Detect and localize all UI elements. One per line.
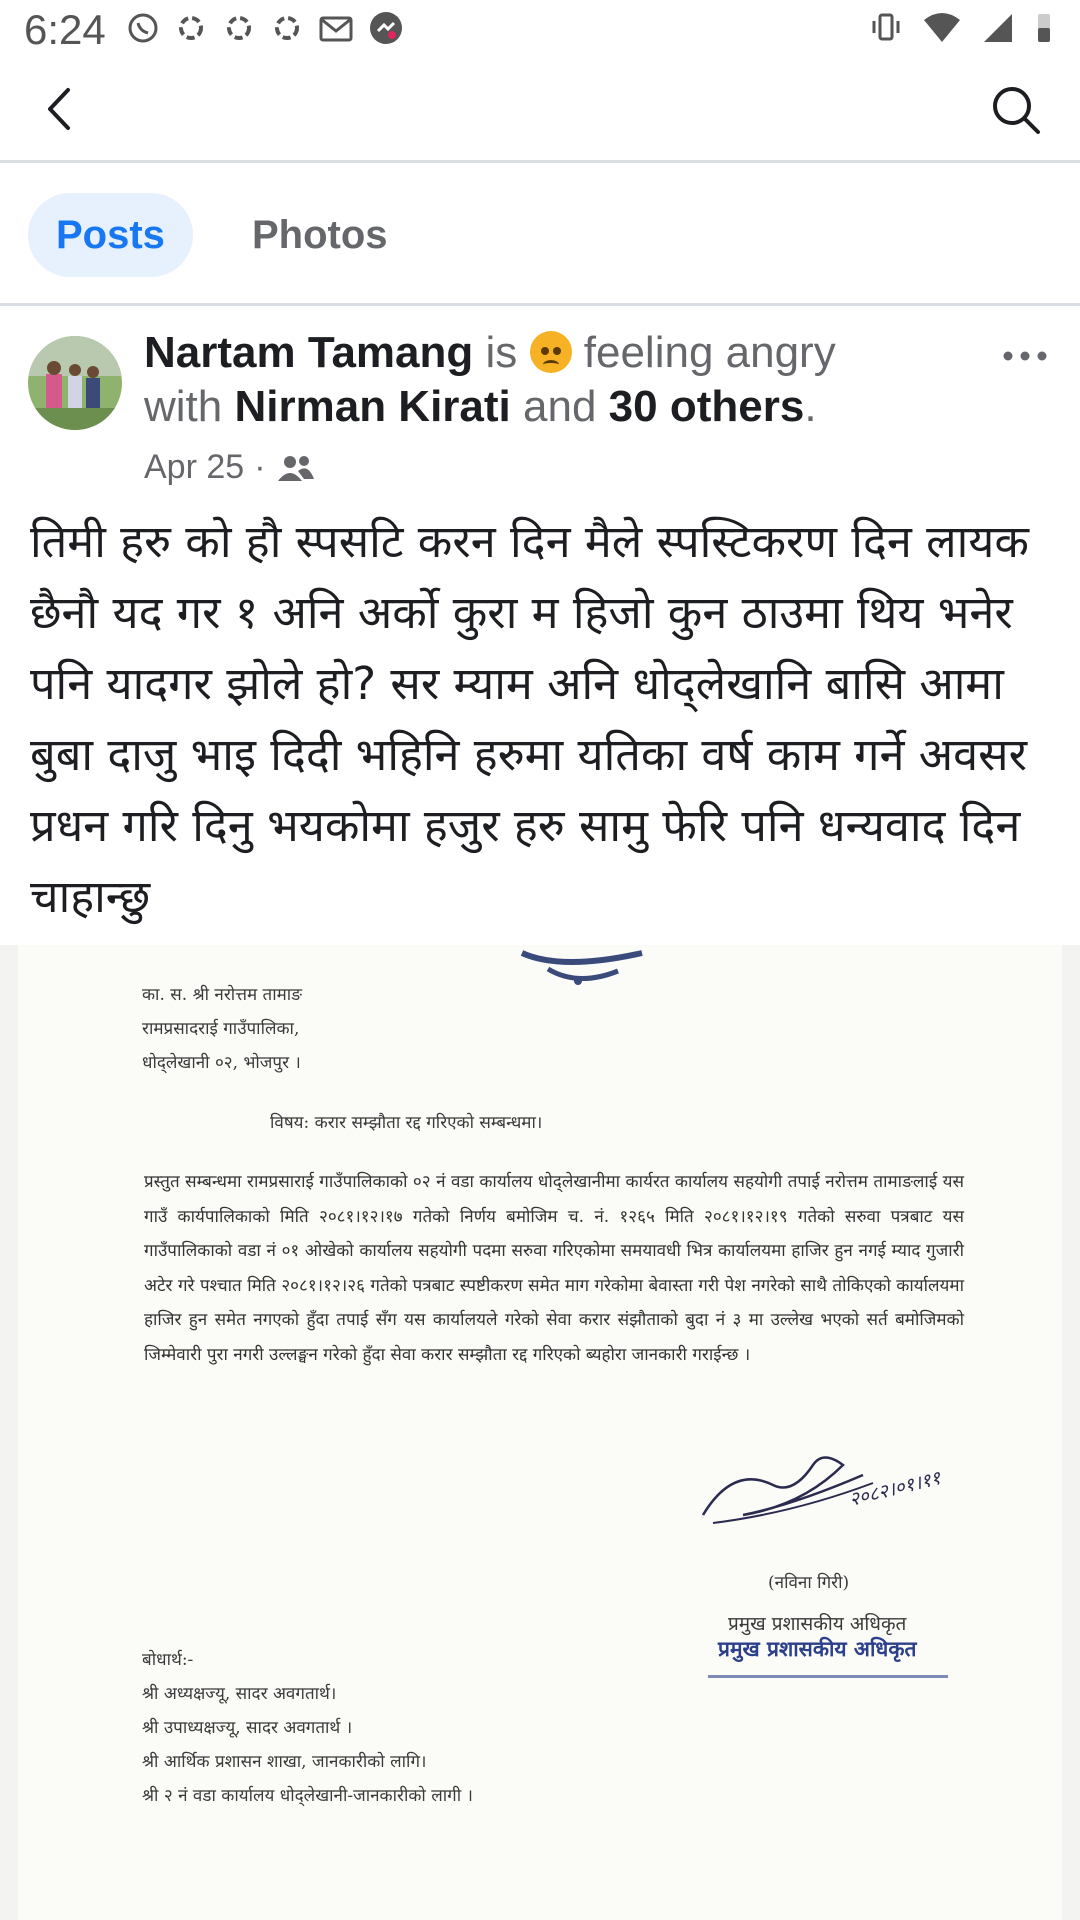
and-text: and (523, 382, 597, 431)
angry-emoji-icon (530, 331, 572, 373)
stamp-mark-icon (518, 947, 648, 991)
seal-text: प्रमुख प्रशासकीय अधिकृत (718, 1636, 917, 1661)
app-bar (0, 60, 1080, 163)
cc-heading: बोधार्थ:- (142, 1650, 194, 1670)
post-headline (144, 326, 984, 434)
post-date[interactable]: Apr 25 (144, 448, 245, 486)
with-text: with (144, 382, 223, 431)
addressee-line: रामप्रसादराई गाउँपालिका, (142, 1019, 300, 1039)
whatsapp-icon (126, 11, 160, 45)
search-icon[interactable] (988, 82, 1044, 138)
tagged-person[interactable]: Nirman Kirati (234, 382, 511, 431)
sync-icon (270, 11, 304, 45)
messenger-icon (368, 10, 404, 46)
profile-tabs (0, 163, 1080, 306)
post-photo[interactable] (0, 945, 1080, 1920)
author-name[interactable]: Nartam Tamang (144, 328, 474, 377)
letter-document (18, 945, 1062, 1920)
post-meta (144, 448, 316, 487)
tab-photos[interactable]: Photos (252, 213, 388, 257)
tab-posts[interactable]: Posts (28, 193, 193, 277)
post-body: तिमी हरु को हौ स्पसटि करन दिन मैले स्पस्टिकरण दिन लायक छैनौ यद गर १ अनि अर्को कुरा म हिजो कुन ठाउमा थिय भनेर पनि यादगर झोले हो? सर म्याम अनि धोद्लेखानि बासि आमा बुबा दाजु भाइ दिदी भहिनि हरुमा यतिका वर्ष काम गर्ने अवसर प्रधन गरि दिनु भयकोमा हजुर हरु सामु फेरि पनि धन्यवाद दिन चाहान्छु (30, 515, 1029, 923)
friends-icon (276, 453, 316, 483)
seal-underline (708, 1675, 948, 1678)
sync-icon (222, 11, 256, 45)
system-icons (868, 10, 1054, 44)
cc-item: श्री उपाध्यक्षज्यू, सादर अवगतार्थ । (142, 1718, 353, 1738)
signatory-title: प्रमुख प्रशासकीय अधिकृत (728, 1613, 907, 1635)
cc-item: श्री अध्यक्षज्यू, सादर अवगतार्थ। (142, 1684, 337, 1704)
signatory-name: (नविना गिरी) (768, 1573, 850, 1593)
battery-icon (1034, 10, 1054, 44)
status-bar (0, 0, 1080, 60)
signal-icon (980, 10, 1016, 44)
gmail-icon (318, 11, 354, 45)
meta-separator: · (254, 448, 266, 486)
addressee-line: का. स. श्री नरोत्तम तामाङ (142, 985, 303, 1005)
wifi-icon (922, 10, 962, 44)
feeling-text: feeling angry (583, 328, 836, 377)
post-header (0, 306, 1080, 496)
sync-icon (174, 11, 208, 45)
vibrate-icon (868, 10, 904, 44)
is-text: is (485, 328, 518, 377)
letter-subject: विषय: करार सम्झौता रद्द गरिएको सम्बन्धमा। (270, 1113, 543, 1133)
notification-icons (126, 10, 404, 46)
cc-item: श्री २ नं वडा कार्यालय धोद्लेखानी-जानकारीको लागी । (142, 1786, 473, 1806)
avatar[interactable] (28, 336, 122, 430)
cc-item: श्री आर्थिक प्रशासन शाखा, जानकारीको लागि। (142, 1752, 427, 1772)
back-arrow-icon[interactable] (36, 84, 86, 134)
addressee-line: धोद्लेखानी ०२, भोजपुर । (142, 1053, 301, 1073)
letter-body: प्रस्तुत सम्बन्धमा रामप्रसाराई गाउँपालिकाको ०२ नं वडा कार्यालय धोद्लेखानीमा कार्यरत कार्यालय सहयोगी तपाई नरोत्तम तामाङलाई यस गाउँ कार्यपालिकाको मिति २०८१।१२।१७ गतेको निर्णय बमोजिम च. नं. १२६५ मिति २०८१।१२।१९ गतेको सरुवा पत्रबाट यस गाउँपालिकाको वडा नं ०१ ओखेको कार्यालय सहयोगी पदमा सरुवा गरिएकोमा समयावधी भित्र कार्यालयमा हाजिर हुन नगई म्याद गुजारी अटेर गरे पश्चात मिति २०८१।१२।२६ गतेको पत्रबाट स्पष्टीकरण समेत माग गरेकोमा बेवास्ता गरी पेश नगरेको साथै तोकिएको कार्यालयमा हाजिर हुन समेत नगएको हुँदा तपाई सँग यस कार्यालयले गरेको सेवा करार संझौताको बुदा नं ३ मा उल्लेख भएको सर्त बमोजिमको जिम्मेवारी पुरा नगरी उल्लङ्घन गरेको हुँदा सेवा करार सम्झौता रद्द गरिएको ब्यहोरा जानकारी गराईन्छ । (144, 1172, 964, 1365)
headline-period: . (804, 382, 817, 431)
more-options-icon[interactable] (1000, 346, 1050, 366)
status-time: 6:24 (24, 6, 106, 53)
tagged-others[interactable]: 30 others (608, 382, 805, 431)
signature-date: २०८२।०१।११ (846, 1466, 943, 1511)
